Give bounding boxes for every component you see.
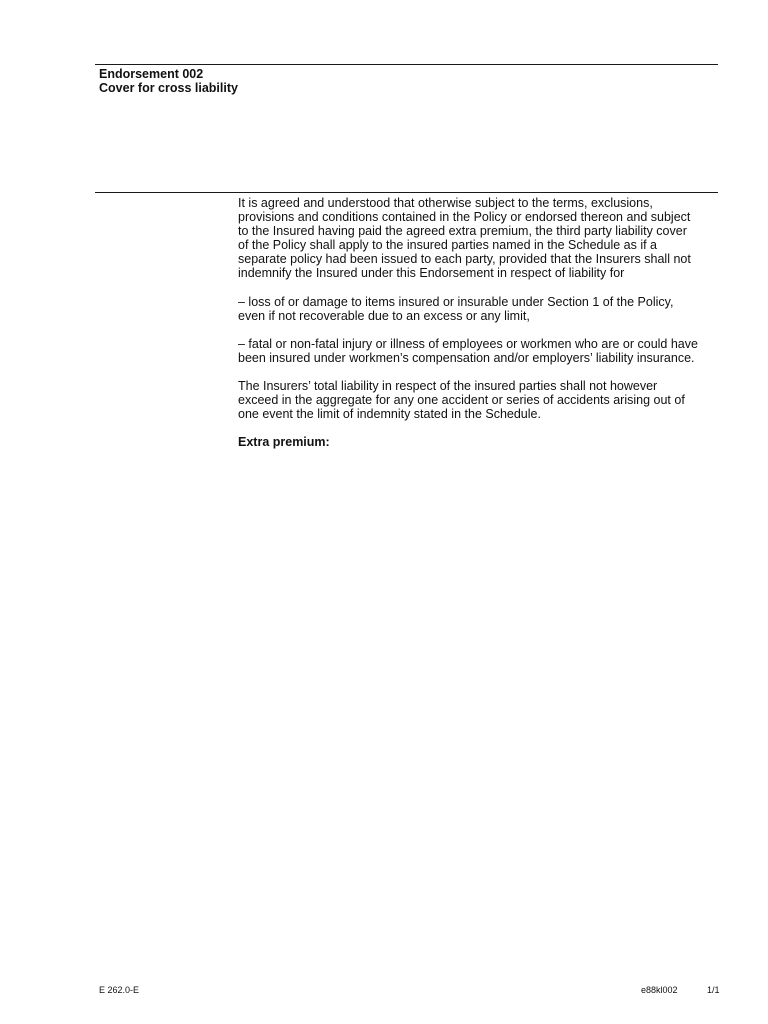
text-line: exceed in the aggregate for any one accident or series of accidents arising out of bbox=[238, 393, 685, 408]
extra-premium-label: Extra premium: bbox=[238, 435, 330, 450]
text-line: one event the limit of indemnity stated in the Schedule. bbox=[238, 407, 541, 422]
document-header bbox=[99, 67, 238, 95]
endorsement-subtitle: Cover for cross liability bbox=[99, 81, 238, 95]
top-divider bbox=[95, 64, 718, 65]
footer-doc-id: e88kl002 bbox=[641, 985, 678, 995]
text-line: – loss of or damage to items insured or insurable under Section 1 of the Policy, bbox=[238, 294, 674, 309]
text-line: provisions and conditions contained in the Policy or endorsed thereon and subject bbox=[238, 210, 691, 225]
text-line: separate policy had been issued to each party, provided that the Insurers shall not bbox=[238, 252, 691, 267]
text-line: been insured under workmen’s compensation and/or employers’ liability insurance. bbox=[238, 350, 695, 365]
text-line: indemnify the Insured under this Endorsement in respect of liability for bbox=[238, 266, 625, 281]
paragraph-terms bbox=[238, 196, 720, 281]
endorsement-body bbox=[238, 196, 720, 463]
paragraph-exclusion-injury bbox=[238, 337, 720, 365]
text-line: even if not recoverable due to an excess or any limit, bbox=[238, 308, 530, 323]
paragraph-exclusion-damage bbox=[238, 295, 720, 323]
text-line: to the Insured having paid the agreed extra premium, the third party liability cover bbox=[238, 224, 687, 239]
footer-form-code: E 262.0-E bbox=[99, 985, 140, 995]
text-line: The Insurers’ total liability in respect of the insured parties shall not however bbox=[238, 378, 658, 393]
section-divider bbox=[95, 192, 718, 193]
paragraph-aggregate-limit bbox=[238, 379, 720, 421]
endorsement-title: Endorsement 002 bbox=[99, 67, 204, 81]
text-line: of the Policy shall apply to the insured parties named in the Schedule as if a bbox=[238, 238, 658, 253]
text-line: – fatal or non-fatal injury or illness of employees or workmen who are or could have bbox=[238, 336, 698, 351]
footer-page-number: 1/1 bbox=[707, 985, 720, 995]
text-line: It is agreed and understood that otherwise subject to the terms, exclusions, bbox=[238, 196, 653, 210]
